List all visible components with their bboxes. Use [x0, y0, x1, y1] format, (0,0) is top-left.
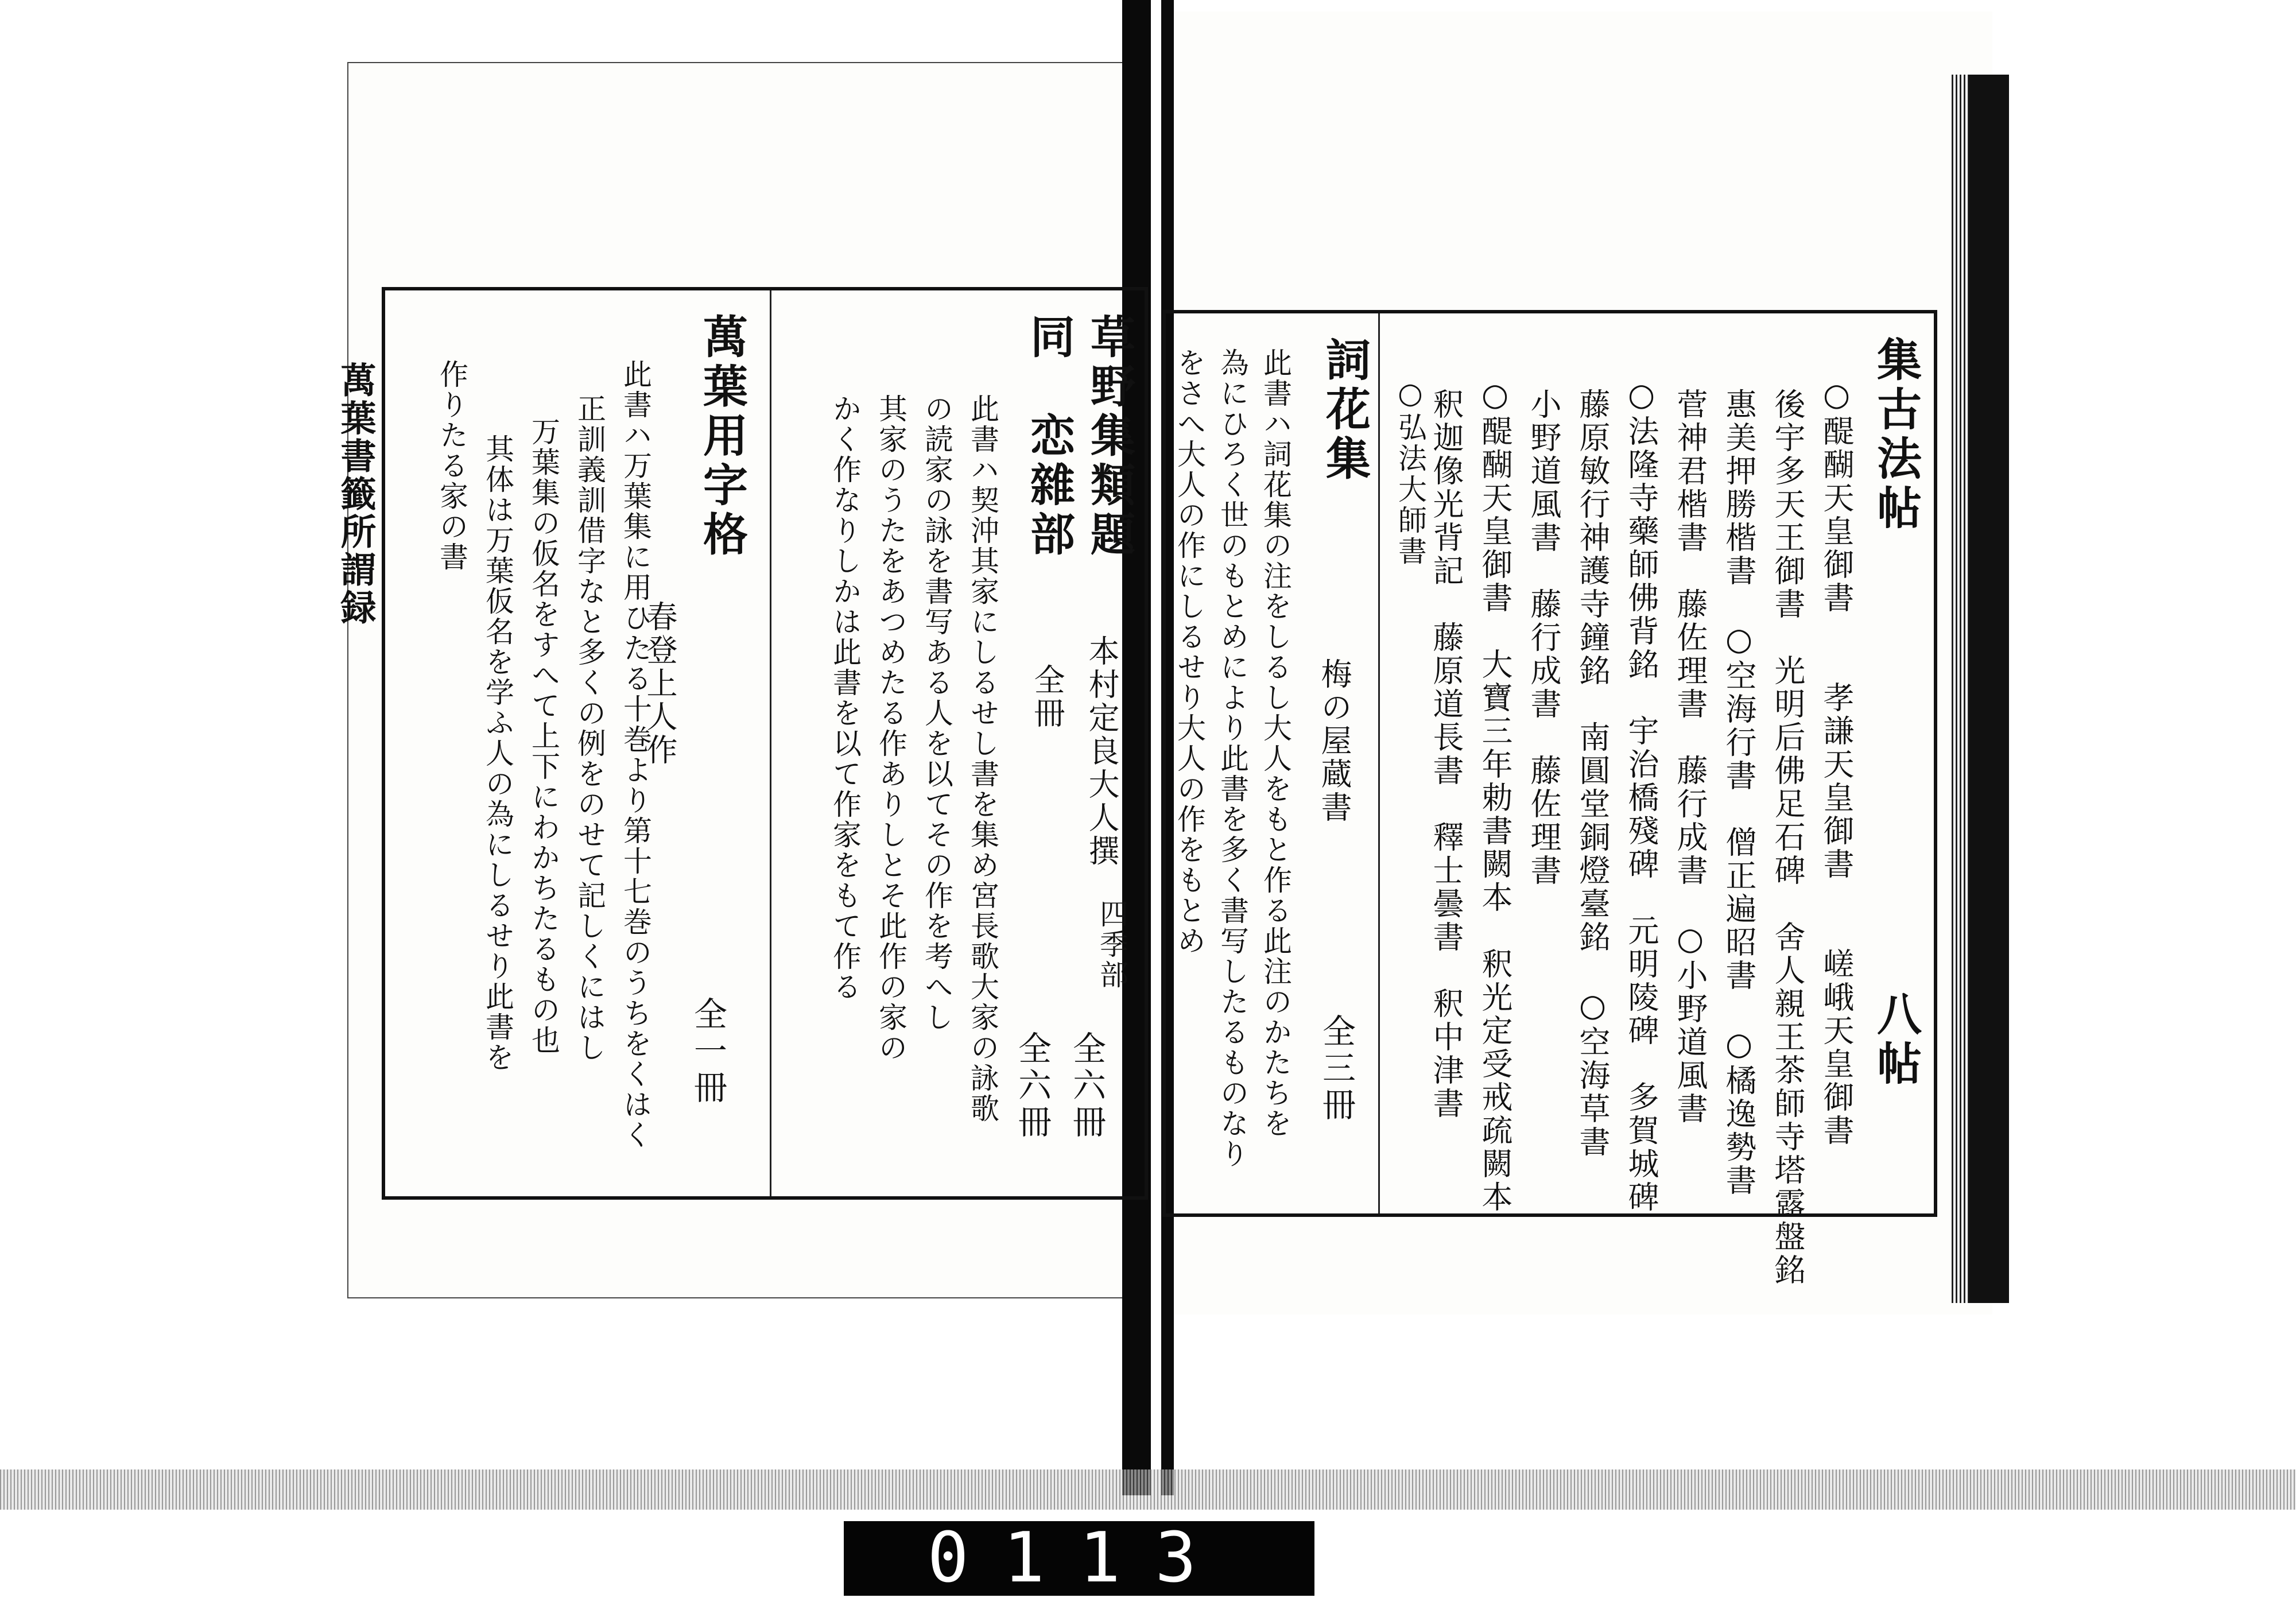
- entry-body-line: 其体は万葉仮名を学ふ人の為にしるせり此書を: [481, 434, 514, 1073]
- book-edge: [1969, 75, 2009, 1303]
- entry-body-line: 後宇多天王御書 光明后佛足石碑 舍人親王茶師寺塔露盤銘: [1770, 388, 1806, 1287]
- entry-volumes: 八帖: [1870, 991, 1922, 1089]
- entry-subtitle: 同 恋雜部: [1023, 313, 1075, 560]
- entry-volumes: 全六冊: [1067, 1031, 1106, 1141]
- left-listing-box: [382, 287, 1148, 1200]
- entry-body-line: 為にひろく世のもとめにより此書を多く書写したるものなり: [1216, 348, 1249, 1169]
- entry-body-line: 作りたる家の書: [435, 359, 468, 572]
- entry-volumes: 全一冊: [688, 996, 727, 1107]
- entry-body-line: 小野道風書 藤行成書 藤佐理書: [1526, 388, 1562, 887]
- entry-body-line: 正訓義訓借字なと多くの例をのせて記しくにはし: [573, 394, 606, 1063]
- entry-volumes: 全六冊: [1013, 1031, 1052, 1141]
- column-divider: [1378, 313, 1380, 1213]
- entry-body-line: 惠美押勝楷書 ○空海行書 僧正遍昭書 ○橘逸勢書: [1721, 388, 1757, 1197]
- entry-body-line: 此書ハ契沖其家にしるせし書を集め宮長歌大家の詠歌: [966, 394, 999, 1124]
- entry-body-line: 此書ハ万葉集に用ひたる十巻より第十七巻のうちをくはく: [619, 359, 652, 1150]
- entry-note: 全冊: [1029, 664, 1065, 730]
- entry-note: 四季部: [1095, 899, 1128, 990]
- spine-label: 萬葉書籤所謂録: [335, 362, 377, 627]
- entry-body-line: ○法隆寺藥師佛背銘 宇治橋殘碑 元明陵碑 多賀城碑: [1623, 377, 1659, 1214]
- entry-author: 春登上人作: [642, 600, 678, 767]
- page-edges: [1952, 75, 1969, 1303]
- gutter-gap: [1151, 0, 1161, 1550]
- entry-body-line: 此書ハ詞花集の注をしるし大人をもと作る此注のかたちを: [1259, 348, 1292, 1139]
- entry-volumes: 全三冊: [1317, 1014, 1356, 1124]
- entry-body-line: 藤原敏行神護寺鐘銘 南圓堂銅燈臺銘 ○空海草書: [1574, 388, 1611, 1159]
- entry-author: 梅の屋蔵書: [1316, 658, 1352, 824]
- entry-body-line: ○醍醐天皇御書 孝謙天皇御書 嵯峨天皇御書: [1818, 377, 1855, 1147]
- entry-title: 集古法帖: [1870, 336, 1922, 534]
- frame-number: 0113: [844, 1521, 1314, 1596]
- entry-body-line: 菅神君楷書 藤佐理書 藤行成書 ○小野道風書: [1672, 388, 1708, 1126]
- entry-title: 草野集類題: [1083, 313, 1135, 560]
- entry-body-line: をさへ大人の作にしるせり大人の作をもとめ: [1173, 348, 1206, 956]
- entry-body-line: の読家の詠を書写ある人を以てその作を考へし: [920, 394, 953, 1033]
- column-divider: [770, 290, 771, 1196]
- entry-title: 萬葉用字格: [696, 313, 748, 560]
- entry-title: 詞花集: [1318, 336, 1371, 484]
- entry-body-line: かく作なりしかは此書を以て作家をもて作る: [828, 394, 862, 1002]
- entry-body-line: 其家のうたをあつめたる作ありしとそ此作の家の: [874, 394, 907, 1063]
- entry-body-line: ○弘法大師書: [1394, 377, 1427, 567]
- right-listing-box: [1162, 310, 1937, 1287]
- entry-author: 本村定良大人撰: [1084, 635, 1120, 868]
- entry-body-line: 釈迦像光背記 藤原道長書 釋士曇書 釈中津書: [1428, 388, 1464, 1120]
- scan-noise-strip: [0, 1469, 2296, 1510]
- entry-body-line: 万葉集の仮名をすへて上下にわかちたるもの也: [527, 417, 560, 1056]
- entry-body-line: ○醍醐天皇御書 大寶三年勅書闕本 釈光定受戒疏闕本: [1477, 377, 1513, 1214]
